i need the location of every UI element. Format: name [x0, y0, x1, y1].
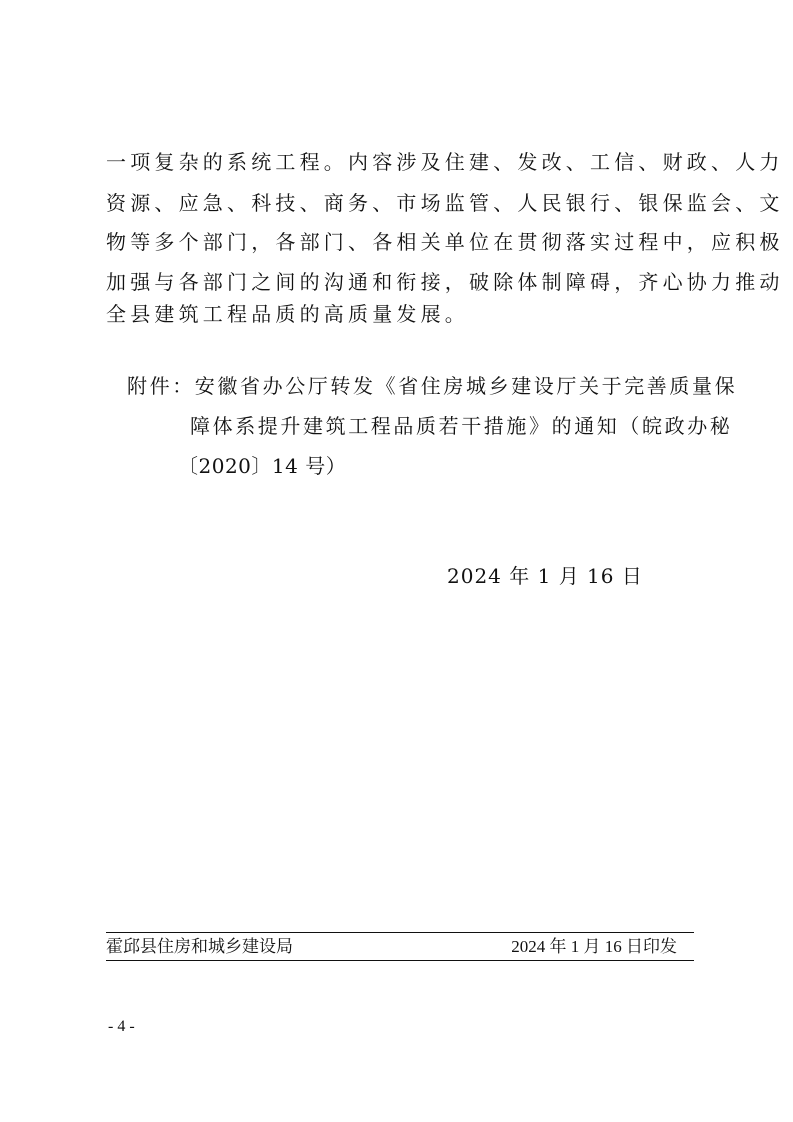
- body-paragraph-line-1: 一项复杂的系统工程。内容涉及住建、发改、工信、财政、人力: [106, 150, 784, 174]
- body-paragraph-line-2: 资源、应急、科技、商务、市场监管、人民银行、银保监会、文: [106, 191, 784, 215]
- attachment-line-2: 障体系提升建筑工程品质若干措施》的通知（皖政办秘: [190, 414, 733, 438]
- signature-date: 2024 年 1 月 16 日: [447, 564, 643, 588]
- body-paragraph-line-4: 加强与各部门之间的沟通和衔接，破除体制障碍，齐心协力推动: [106, 270, 784, 294]
- footer-issuer: 霍邱县住房和城乡建设局: [106, 937, 293, 956]
- footer-print-date: 2024 年 1 月 16 日印发: [511, 937, 677, 956]
- footer-bottom-rule: [106, 960, 694, 961]
- attachment-line-1: 附件：安徽省办公厅转发《省住房城乡建设厅关于完善质量保: [127, 374, 738, 398]
- page-number: - 4 -: [108, 1018, 135, 1035]
- body-paragraph-line-3: 物等多个部门，各部门、各相关单位在贯彻落实过程中，应积极: [106, 230, 784, 254]
- footer-top-rule: [106, 932, 694, 933]
- attachment-line-3: 〔2020〕14 号）: [178, 454, 347, 478]
- body-paragraph-line-5: 全县建筑工程品质的高质量发展。: [106, 302, 469, 326]
